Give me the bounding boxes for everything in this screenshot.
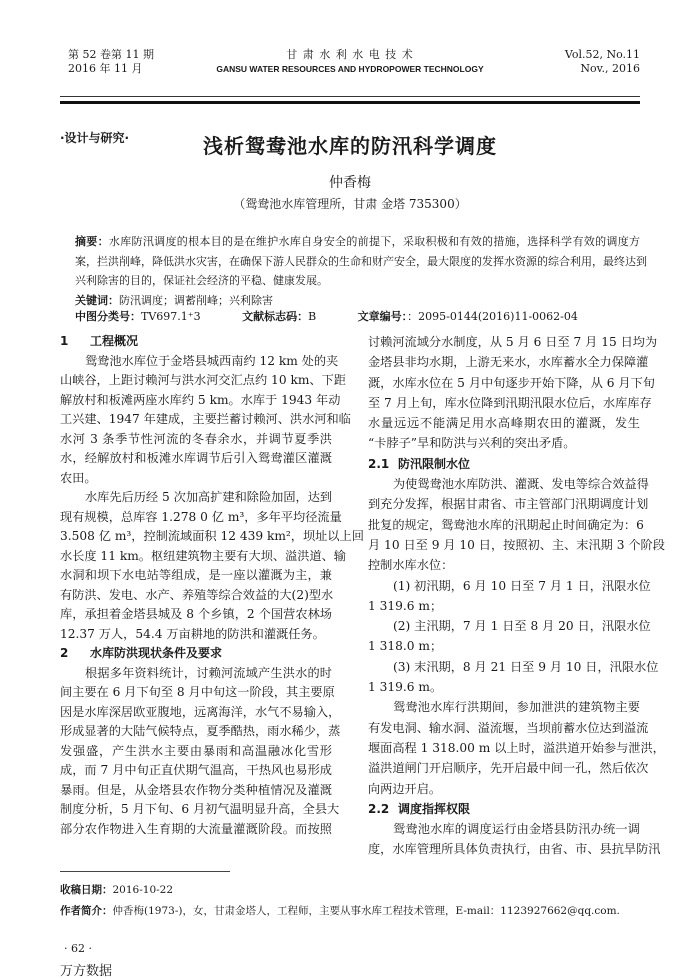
section-heading: 1 工程概况 (60, 334, 139, 348)
paragraph-line: 12.37 万人，54.4 万亩耕地的防洪和灌溉任务。 (60, 626, 325, 641)
left-column (60, 332, 364, 839)
paragraph-line: 鸳鸯池水库位于金塔县城西南约 12 km 处的夹 (85, 353, 339, 368)
footnote-rule (60, 871, 230, 872)
date-en: Nov., 2016 (580, 62, 640, 75)
paragraph-line: 有发电洞、输水洞、溢流堰，当坝前蓄水位达到溢流 (368, 720, 649, 735)
paragraph-line: 解放村和板滩两座水库约 5 km。水库于 1943 年动 (60, 392, 341, 407)
paragraph-line: 水库先后历经 5 次加高扩建和除险加固，达到 (85, 490, 333, 504)
paragraph-line: 水洞和坝下水电站等组成，是一座以灌溉为主，兼 (60, 568, 332, 582)
paragraph-line: 水，经解放村和板滩水库调节后引入鸳鸯灌区灌溉 (60, 451, 332, 465)
paragraph-line: “卡脖子”旱和防洪与兴利的突出矛盾。 (368, 436, 576, 451)
paragraph-line: 根据多年资料统计，讨赖河流域产生洪水的时 (85, 665, 332, 680)
author: 仲香梅 (329, 175, 371, 191)
paragraph-line: 鸳鸯池水库的调度运行由金塔县防汛办统一调 (393, 822, 640, 837)
paragraph-line: 批复的规定，鸳鸯池水库的汛期起止时间确定为：6 (368, 517, 644, 532)
paragraph-line: 成，而 7 月中旬正直伏期气温高，干热风也易形成 (60, 763, 332, 777)
paragraph-line: 农田。 (60, 470, 97, 485)
issue-info-en (565, 48, 640, 76)
paragraph-line: 鸳鸯池水库行洪期间，参加泄洪的建筑物主要 (393, 700, 640, 715)
section-heading: 2 水库防洪现状条件及要求 (60, 646, 223, 660)
document-code: 文献标志码：B (242, 310, 317, 323)
paragraph-line: 讨赖河流域分水制度，从 5 月 6 日至 7 月 15 日均为 (368, 335, 658, 349)
paragraph-line: 有防洪、发电、水产、养殖等综合效益的大(2)型水 (60, 587, 334, 602)
abstract-label: 摘要： (75, 235, 109, 248)
page-title: 浅析鸳鸯池水库的防汛科学调度 (203, 134, 497, 158)
volume-en: Vol.52, No.11 (564, 48, 640, 61)
journal-cn: 甘 肃 水 利 水 电 技 术 (286, 48, 414, 61)
paragraph-line: 1 318.0 m； (368, 639, 443, 654)
paragraph-line: (3) 末汛期，8 月 21 日至 9 月 10 日，汛限水位 (393, 659, 659, 674)
paragraph-line: 因是水库深居欧亚腹地，远离海洋，水气不易输入， (60, 704, 341, 719)
volume-cn: 第 52 卷第 11 期 (68, 48, 154, 61)
paragraph-line: 至 7 月上旬，库水位降到汛期汛限水位后，水库库存 (368, 395, 652, 410)
journal-en: GANSU WATER RESOURCES AND HYDROPOWER TECHNOLOGY (216, 64, 484, 74)
received-date: 收稿日期：2016-10-22 (60, 884, 174, 896)
paragraph-line: (1) 初汛期，6 月 10 日至 7 月 1 日，汛限水位 (393, 578, 651, 593)
abstract-line: 兴利除害的目的，保证社会经济的平稳、健康发展。 (75, 274, 328, 287)
classification-info (75, 308, 616, 324)
paragraph-line: 库，承担着金塔县城及 8 个乡镇，2 个国营农林场 (60, 607, 332, 621)
section-heading: 2.2 调度指挥权限 (368, 801, 471, 816)
clc-number: 中图分类号：TV697.1⁺3 (75, 310, 201, 323)
abstract-line: 案，拦洪削峰，降低洪水灾害，在确保下游人民群众的生命和财产安全，最大限度的发挥水资源的综合利用，最终达到 (75, 254, 647, 268)
paragraph-line: 月 10 日至 9 月 10 日，按照初、主、末汛期 3 个阶段 (368, 537, 665, 552)
paragraph-line: 控制水库水位： (368, 558, 454, 573)
keywords: 关键词：防汛调度；调蓄削峰；兴利除害 (75, 293, 273, 307)
journal-name (200, 48, 500, 76)
paragraph-line: 山峡谷，上距讨赖河与洪水河交汇点约 10 km、下距 (60, 373, 346, 387)
paragraph-line: 现有规模，总库容 1.278 0 亿 m³，多年平均径流量 (60, 509, 342, 524)
paragraph-line: 堰面高程 1 318.00 m 以上时，溢洪道开始参与泄洪， (368, 740, 665, 755)
paragraph-line: 度，水库管理所具体负责执行，由省、市、县抗旱防汛 (368, 842, 661, 857)
paragraph-line: 1 319.6 m。 (368, 680, 443, 695)
paragraph-line: 间主要在 6 月下旬至 8 月中旬这一阶段，其主要原 (60, 685, 335, 699)
section-heading: 2.1 防汛限制水位 (368, 456, 471, 471)
issue-info (68, 48, 154, 76)
paragraph-line: 水长度 11 km。枢纽建筑物主要有大坝、溢洪道、输 (60, 548, 346, 563)
paragraph-line: 3.508 亿 m³，控制流域面积 12 439 km²，坝址以上回 (60, 529, 364, 543)
paragraph-line: 水量远远不能满足用水高峰期农田的灌溉，发生 (368, 416, 640, 431)
paragraph-line: 为使鸳鸯池水库防洪、灌溉、发电等综合效益得 (393, 477, 649, 492)
abstract-line: 摘要：水库防汛调度的根本目的是在维护水库自身安全的前提下，采取积极和有效的措施，选择科学有效的调度方 (75, 235, 640, 248)
abstract (75, 232, 647, 310)
affiliation: （鸳鸯池水库管理所，甘肃 金塔 735300） (233, 197, 467, 211)
paragraph-line: 溢洪道闸门开启顺序，先开启最中间一孔，然后依次 (368, 761, 649, 776)
page-number: · 62 · (64, 942, 92, 955)
paragraph-line: 1 319.6 m； (368, 598, 443, 613)
header-rule-thin (60, 96, 640, 97)
paragraph-line: 水河 3 条季节性河流的冬春余水，并调节夏季洪 (60, 431, 332, 446)
paragraph-line: 部分农作物进入生育期的大流量灌溉阶段。而按照 (60, 821, 332, 836)
author-bio: 作者简介：仲香梅(1973-)，女，甘肃金塔人，工程师，主要从事水库工程技术管理，E-mail：1123927662@qq.com. (60, 905, 620, 917)
paragraph-line: 金塔县非均水期，上游无来水，水库蓄水全力保障灌 (368, 355, 649, 370)
date-cn: 2016 年 11 月 (68, 62, 143, 75)
section-tag: ·设计与研究· (60, 131, 130, 145)
watermark-text: 万方数据 (60, 964, 113, 979)
paragraph-line: 溉，水库水位在 5 月中旬逐步开始下降，从 6 月下旬 (368, 375, 655, 390)
paragraph-line: (2) 主汛期，7 月 1 日至 8 月 20 日，汛限水位 (393, 619, 651, 634)
paragraph-line: 暴雨。但是，从金塔县农作物分类种植情况及灌溉 (60, 782, 332, 797)
header-rule-thick (60, 101, 640, 104)
article-number: 文章编号：：2095-0144(2016)11-0062-04 (357, 310, 578, 323)
paragraph-line: 发强盛，产生洪水主要由暴雨和高温融冰化雪形 (60, 743, 332, 758)
paragraph-line: 向两边开启。 (368, 781, 442, 796)
right-column (368, 332, 665, 860)
paragraph-line: 到充分发挥，根据甘肃省、市主管部门汛期调度计划 (368, 497, 649, 512)
paragraph-line: 工兴建、1947 年建成，主要拦蓄讨赖河、洪水河和临 (60, 412, 351, 426)
paragraph-line: 制度分析，5 月下旬、6 月初气温明显升高，全县大 (60, 802, 340, 816)
paragraph-line: 形成显著的大陆气候特点，夏季酷热，雨水稀少，蒸 (60, 724, 341, 738)
